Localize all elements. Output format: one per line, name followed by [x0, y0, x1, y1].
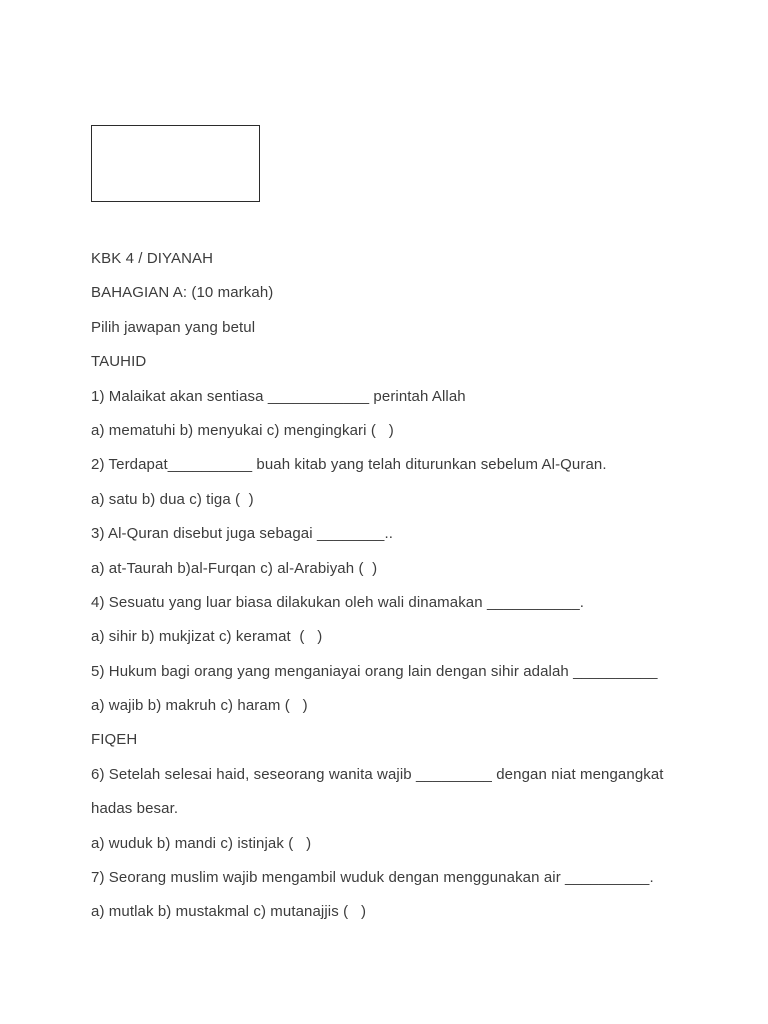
question-5-options: a) wajib b) makruh c) haram ( ) — [91, 697, 308, 715]
question-4: 4) Sesuatu yang luar biasa dilakukan oleh wali dinamakan ___________. — [91, 593, 585, 611]
question-7: 7) Seorang muslim wajib mengambil wuduk dengan menggunakan air __________. — [91, 869, 654, 887]
question-3-options: a) at-Taurah b)al-Furqan c) al-Arabiyah ( ) — [91, 559, 378, 577]
document-body — [91, 242, 691, 930]
logo-placeholder-box — [91, 125, 260, 202]
question-5: 5) Hukum bagi orang yang menganiayai orang lain dengan sihir adalah __________ — [91, 662, 658, 680]
question-1: 1) Malaikat akan sentiasa ____________ perintah Allah — [91, 387, 466, 405]
question-4-options: a) sihir b) mukjizat c) keramat ( ) — [91, 628, 323, 646]
question-6-options: a) wuduk b) mandi c) istinjak ( ) — [91, 834, 312, 852]
header-course-code: KBK 4 / DIYANAH — [91, 250, 214, 267]
topic-heading-tauhid: TAUHID — [91, 353, 147, 371]
question-2: 2) Terdapat__________ buah kitab yang telah diturunkan sebelum Al-Quran. — [91, 456, 607, 474]
topic-heading-fiqeh: FIQEH — [91, 731, 138, 749]
question-7-options: a) mutlak b) mustakmal c) mutanajjis ( ) — [91, 903, 367, 921]
question-6-line-1: 6) Setelah selesai haid, seseorang wanita wajib _________ dengan niat mengangkat — [91, 765, 664, 783]
section-a-heading: BAHAGIAN A: (10 markah) — [91, 284, 274, 302]
question-3: 3) Al-Quran disebut juga sebagai ________.. — [91, 525, 394, 543]
question-6-line-2: hadas besar. — [91, 800, 179, 818]
question-2-options: a) satu b) dua c) tiga ( ) — [91, 490, 254, 508]
question-1-options: a) mematuhi b) menyukai c) mengingkari ( ) — [91, 421, 394, 439]
instruction-text: Pilih jawapan yang betul — [91, 318, 256, 336]
